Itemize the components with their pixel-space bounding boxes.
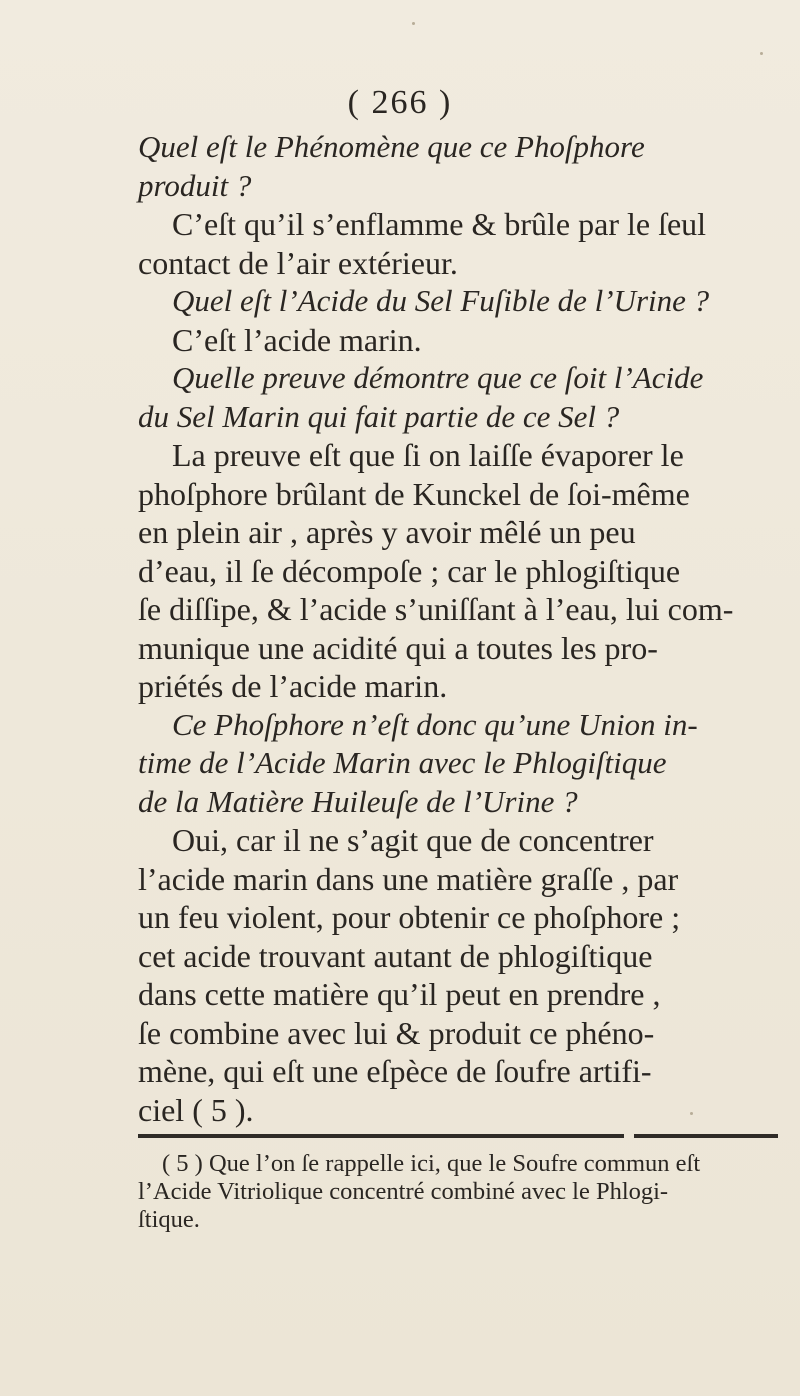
answer-line: l’acide marin dans une matière graſſe , par — [138, 860, 679, 897]
answer-line: C’eſt qu’il s’enflamme & brûle par le ſeul — [172, 206, 707, 242]
answer-line: d’eau, il ſe décompoſe ; car le phlogiſtique — [138, 552, 681, 589]
footnote-line: ſtique. — [138, 1206, 200, 1233]
paper-speck — [690, 1112, 693, 1115]
answer-line: dans cette matière qu’il peut en prendre , — [138, 976, 661, 1012]
rule-right-segment — [634, 1134, 778, 1138]
answer-line: phoſphore brûlant de Kunckel de ſoi-même — [138, 475, 690, 512]
question-line: Ce Phoſphore n’eſt donc qu’une Union in- — [172, 706, 698, 742]
answer-line: ciel ( 5 ). — [138, 1091, 254, 1128]
footnote-line: ( 5 ) Que l’on ſe rappelle ici, que le Soufre commun eſt — [162, 1150, 701, 1177]
question-line: Quel eſt l’Acide du Sel Fuſible de l’Urine ? — [172, 283, 710, 318]
question-line: Quelle preuve démontre que ce ſoit l’Acide — [172, 360, 704, 395]
answer-line: C’eſt l’acide marin. — [172, 321, 422, 358]
answer-line: Oui, car il ne s’agit que de concentrer — [172, 822, 654, 858]
answer-line: priétés de l’acide marin. — [138, 668, 448, 704]
answer-line: contact de l’air extérieur. — [138, 244, 458, 281]
answer-line: mène, qui eſt une eſpèce de ſoufre artifi- — [138, 1053, 652, 1089]
question-line: time de l’Acide Marin avec le Phlogiſtique — [138, 745, 667, 780]
footnote-line: l’Acide Vitriolique concentré combiné avec le Phlogi- — [138, 1178, 669, 1205]
paper-speck — [760, 52, 763, 55]
rule-left-segment — [138, 1134, 624, 1138]
answer-line: un feu violent, pour obtenir ce phoſphore ; — [138, 899, 681, 935]
answer-line: munique une acidité qui a toutes les pro- — [138, 629, 658, 666]
question-line: Quel eſt le Phénomène que ce Phoſphore — [138, 129, 645, 164]
answer-line: en plein air , après y avoir mêlé un peu — [138, 514, 636, 550]
answer-line: La preuve eſt que ſi on laiſſe évaporer le — [172, 437, 684, 473]
answer-line: cet acide trouvant autant de phlogiſtique — [138, 937, 653, 974]
footnote — [138, 1150, 788, 1234]
answer-line: ſe combine avec lui & produit ce phéno- — [138, 1014, 655, 1051]
question-line: de la Matière Huileuſe de l’Urine ? — [138, 783, 578, 819]
question-line: produit ? — [138, 167, 252, 203]
answer-line: ſe diſſipe, & l’acide s’uniſſant à l’eau, lui com- — [138, 591, 734, 627]
footnote-rule — [138, 1132, 778, 1140]
paper-speck — [412, 22, 415, 25]
page-number: ( 266 ) — [347, 84, 453, 121]
question-line: du Sel Marin qui fait partie de ce Sel ? — [138, 398, 620, 434]
main-text — [138, 128, 786, 1129]
